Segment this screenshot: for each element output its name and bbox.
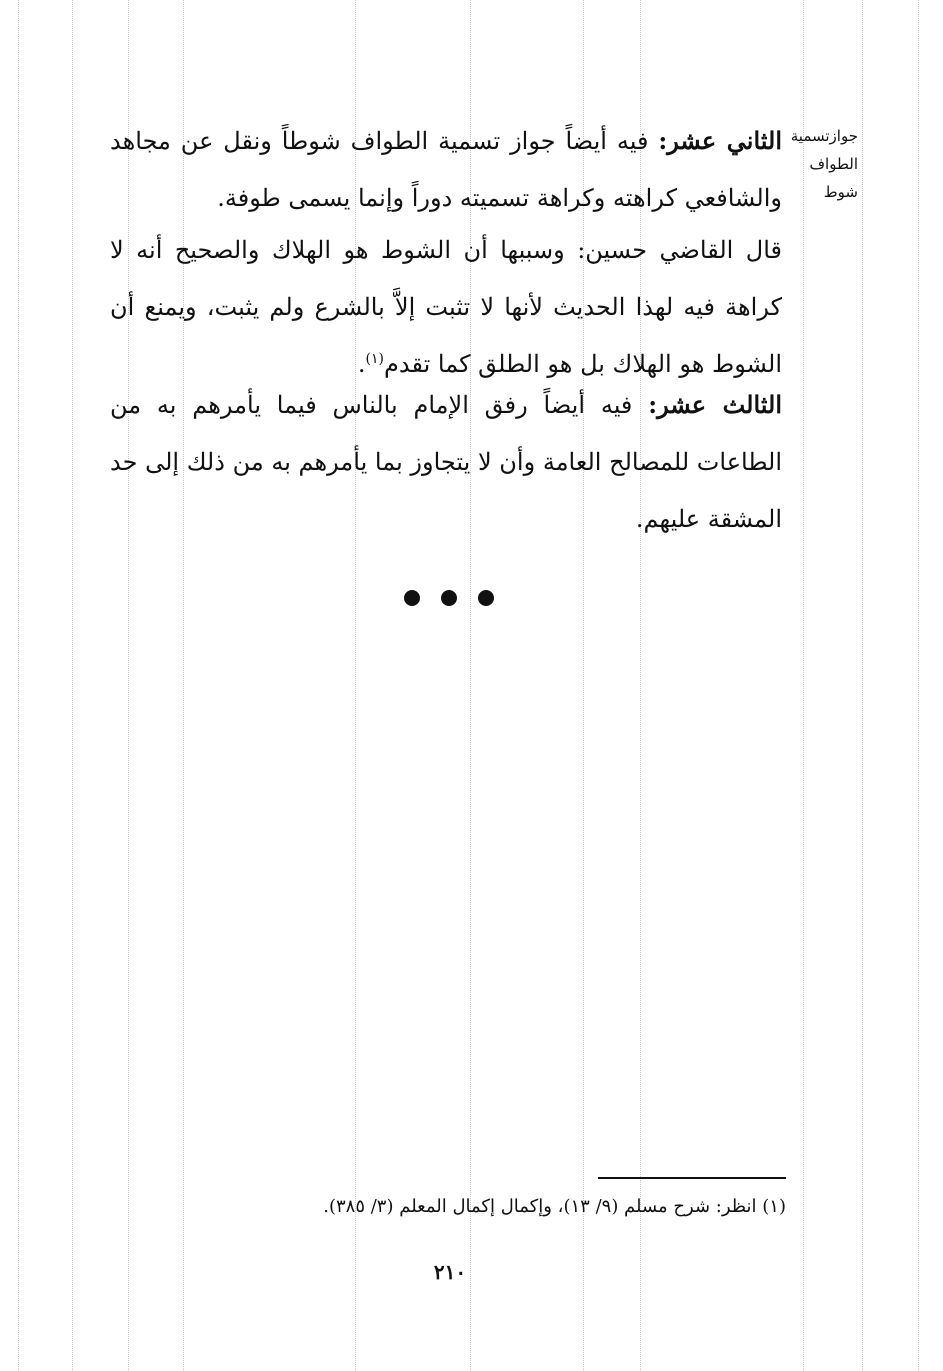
paragraph-body: قال القاضي حسين: وسببها أن الشوط هو الهلاك والصحيح أنه لا كراهة فيه لهذا الحديث لأنها لا تثبت إلاَّ بالشرع ولم يثبت، ويمنع أن الشوط هو الهلاك بل هو الطلق كما تقدم xyxy=(110,236,782,378)
scan-guide-line xyxy=(72,0,73,1371)
footnote: (١) انظر: شرح مسلم (٩/ ١٣)، وإكمال إكمال المعلم (٣/ ٣٨٥). xyxy=(323,1196,786,1217)
paragraph-body: فيه أيضاً رفق الإمام بالناس فيما يأمرهم به من الطاعات للمصالح العامة وأن لا يتجاوز بما يأمرهم به من ذلك إلى حد المشقة عليهم. xyxy=(110,391,782,533)
page-number: ٢١٠ xyxy=(433,1260,467,1284)
scan-guide-line xyxy=(862,0,863,1371)
margin-note xyxy=(788,122,858,206)
paragraph-end: . xyxy=(357,350,366,378)
scan-guide-line xyxy=(18,0,19,1371)
footnote-marker[interactable]: (١) xyxy=(365,351,384,367)
paragraph-thirteenth xyxy=(110,376,782,548)
scan-guide-line xyxy=(918,0,919,1371)
paragraph-qadi-husayn xyxy=(110,222,782,393)
footnote-divider xyxy=(598,1177,786,1179)
margin-note-line-1: جوازتسمية xyxy=(790,127,858,145)
separator-dot xyxy=(478,590,494,606)
paragraph-body: فيه أيضاً جواز تسمية الطواف شوطاً ونقل عن مجاهد والشافعي كراهته وكراهة تسميته دوراً وإنما يسمى طوفة. xyxy=(110,127,782,212)
paragraph-twelfth xyxy=(110,112,782,227)
paragraph-lead: الثاني عشر: xyxy=(658,126,783,155)
separator-dot xyxy=(404,590,420,606)
paragraph-lead: الثالث عشر: xyxy=(648,390,782,419)
margin-note-line-2: الطواف شوط xyxy=(809,155,858,201)
separator-dot xyxy=(441,590,457,606)
section-separator xyxy=(404,590,494,608)
